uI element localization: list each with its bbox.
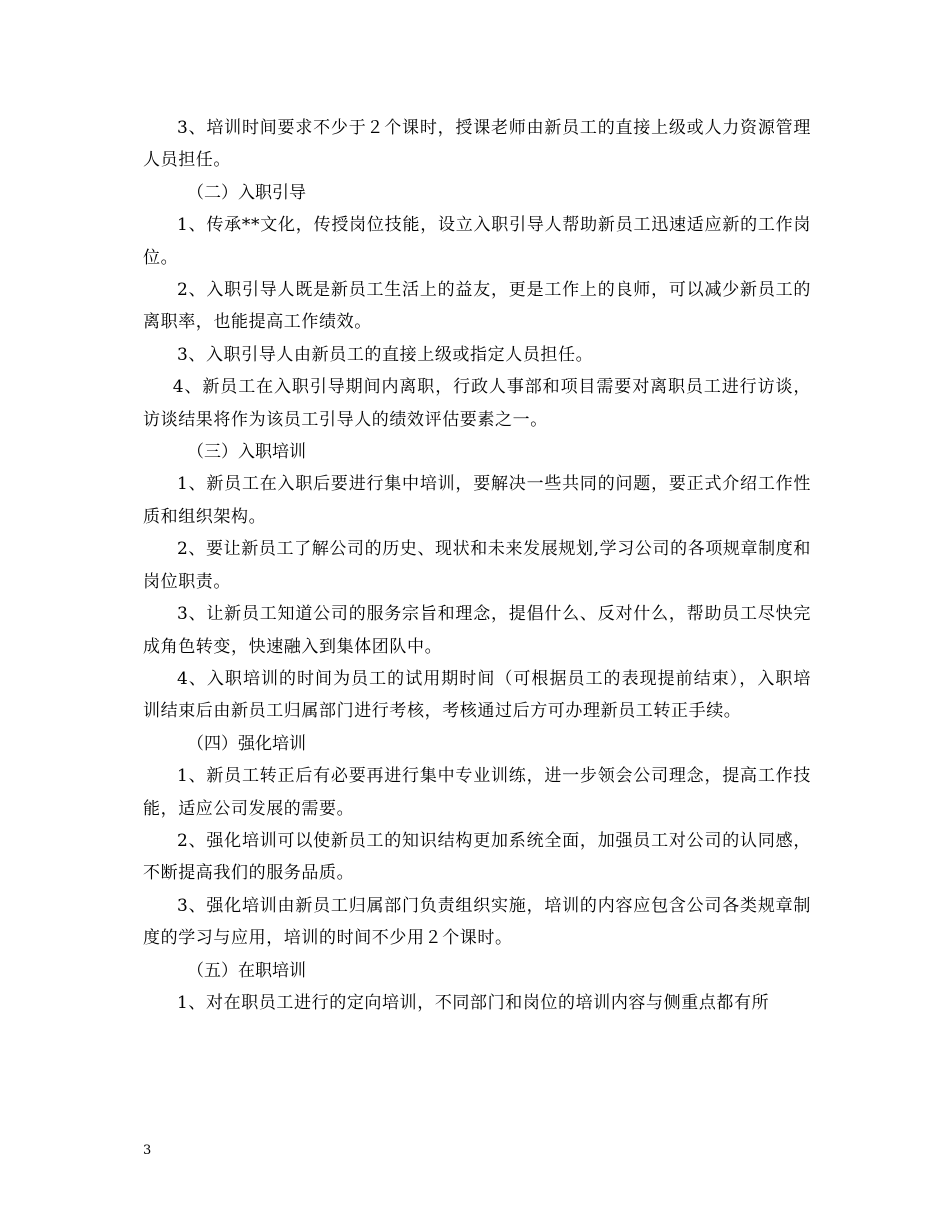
paragraph: 1、新员工转正后有必要再进行集中专业训练，进一步领会公司理念，提高工作技能，适应公司发展的需要。 [143,766,811,819]
paragraph: 3、培训时间要求不少于２个课时，授课老师由新员工的直接上级或人力资源管理人员担任。 [143,118,811,171]
section-heading: （五）在职培训 [187,960,306,981]
paragraph: 4、入职培训的时间为员工的试用期时间（可根据员工的表现提前结束），入职培训结束后由新员工归属部门进行考核，考核通过后方可办理新员工转正手续。 [143,668,811,722]
paragraph: 3、让新员工知道公司的服务宗旨和理念，提倡什么、反对什么，帮助员工尽快完成角色转变，快速融入到集体团队中。 [143,604,811,657]
paragraph: 2、强化培训可以使新员工的知识结构更加系统全面，加强员工对公司的认同感，不断提高我们的服务品质。 [143,830,811,884]
document-body [143,112,811,1019]
paragraph: 1、新员工在入职后要进行集中培训，要解决一些共同的问题，要正式介绍工作性质和组织架构。 [143,474,811,527]
paragraph: 3、入职引导人由新员工的直接上级或指定人员担任。 [177,344,594,365]
paragraph: 1、传承**文化，传授岗位技能，设立入职引导人帮助新员工迅速适应新的工作岗位。 [143,215,811,268]
paragraph: 1、对在职员工进行的定向培训，不同部门和岗位的培训内容与侧重点都有所 [177,992,770,1013]
section-heading: （四）强化培训 [187,733,306,754]
paragraph: 4、新员工在入职引导期间内离职，行政人事部和项目需要对离职员工进行访谈，访谈结果将作为该员工引导人的绩效评估要素之一。 [143,377,811,430]
page-number: 3 [143,1143,152,1158]
section-heading: （三）入职培训 [187,442,306,463]
paragraph: 2、入职引导人既是新员工生活上的益友，更是工作上的良师，可以减少新员工的离职率，也能提高工作绩效。 [143,280,811,333]
paragraph: 2、要让新员工了解公司的历史、现状和未来发展规划,学习公司的各项规章制度和岗位职责。 [143,539,811,592]
paragraph: 3、强化培训由新员工归属部门负责组织实施，培训的内容应包含公司各类规章制度的学习与应用，培训的时间不少用２个课时。 [143,895,811,949]
section-heading: （二）入职引导 [187,182,306,203]
